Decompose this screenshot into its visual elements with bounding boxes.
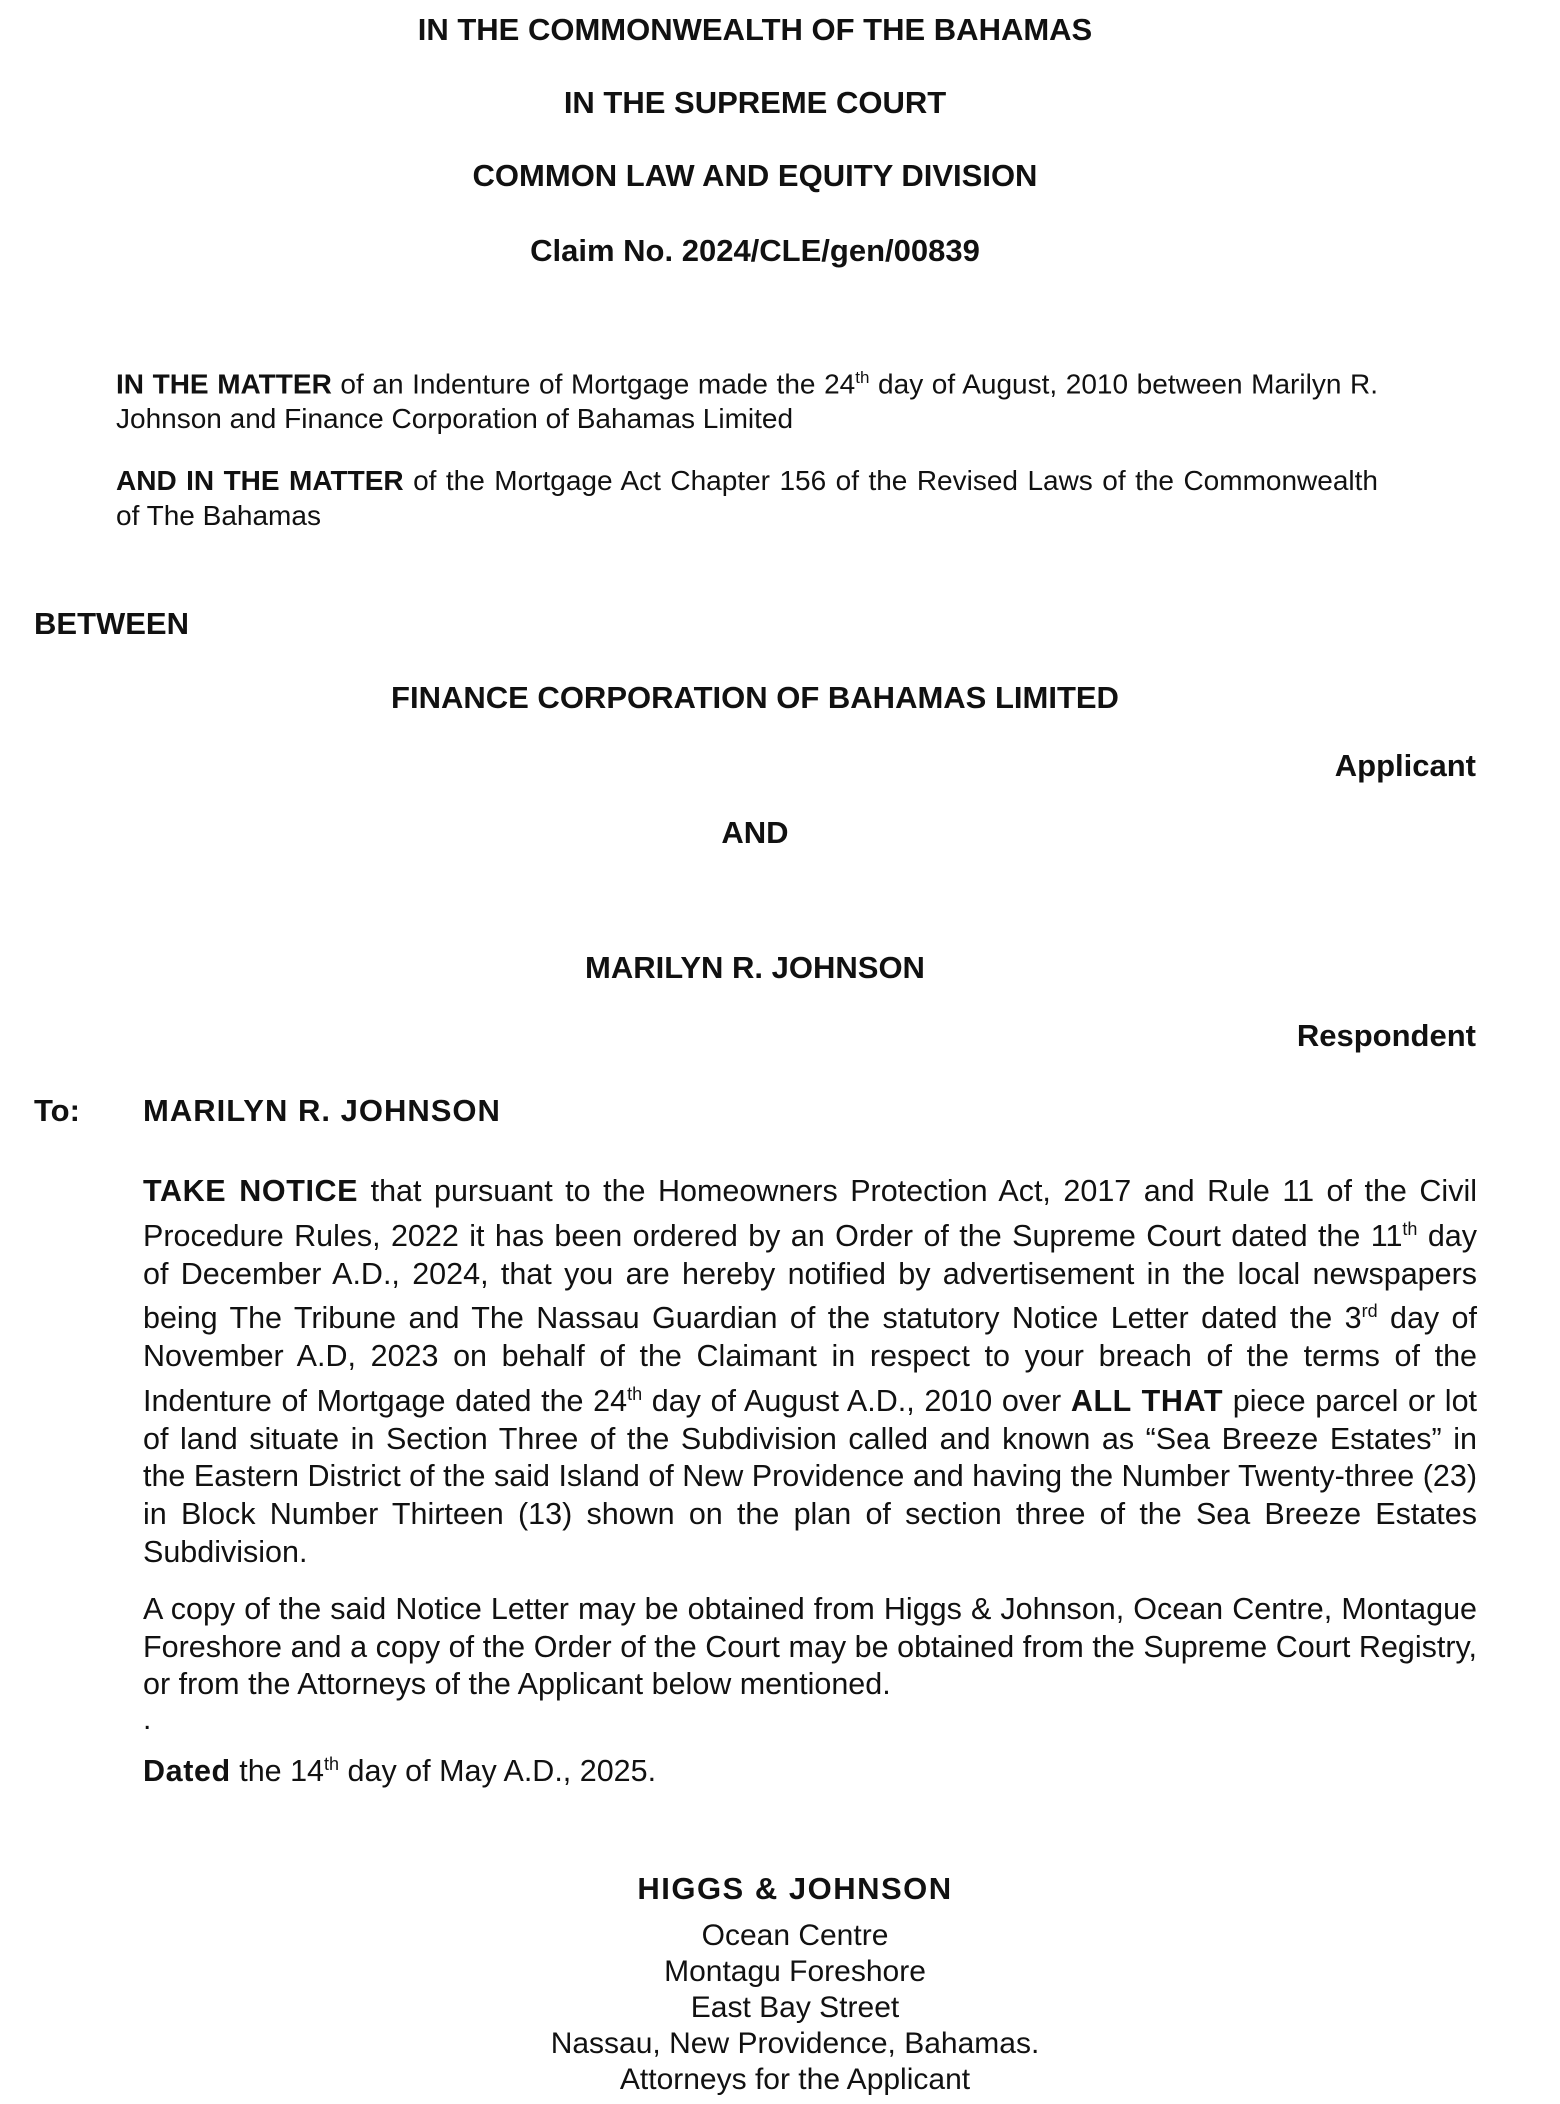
firm-name: HIGGS & JOHNSON — [637, 1871, 953, 1906]
address-line: Nassau, New Providence, Bahamas. — [550, 2027, 1040, 2060]
to-recipient-name: MARILYN R. JOHNSON — [143, 1093, 501, 1128]
notice-text: day of August A.D., 2010 over — [642, 1383, 1071, 1418]
address-line: Ocean Centre — [701, 1919, 889, 1952]
dated-text-b: day of May A.D., 2025. — [339, 1754, 657, 1789]
notice-bold-phrase: ALL THAT — [1070, 1383, 1224, 1418]
stray-dot: . — [143, 1703, 152, 1736]
notice-superscript: th — [1402, 1218, 1418, 1239]
matter-lead: AND IN THE MATTER — [116, 465, 404, 496]
dated-superscript: th — [324, 1754, 340, 1774]
respondent-role: Respondent — [1296, 1018, 1476, 1053]
notice-superscript: th — [627, 1383, 643, 1404]
matter-superscript: th — [855, 368, 870, 387]
court-jurisdiction: IN THE COMMONWEALTH OF THE BAHAMAS — [417, 12, 1093, 47]
matter-text-b: day of August, 2010 between Marilyn R. Johnson and Finance Corporation of Bahamas Limited — [116, 368, 1378, 435]
between-label: BETWEEN — [34, 606, 189, 641]
matter-mortgage-act — [116, 463, 1378, 533]
notice-text: that pursuant to the Homeowners Protection Act, 2017 and Rule 11 of the Civil Procedure Rules, 2022 it has been ordered by an Order of the Supreme Court dated the 11 — [143, 1174, 1477, 1253]
address-line: East Bay Street — [690, 1991, 900, 2024]
court-name: IN THE SUPREME COURT — [563, 85, 947, 120]
court-division: COMMON LAW AND EQUITY DIVISION — [472, 158, 1038, 193]
applicant-name: FINANCE CORPORATION OF BAHAMAS LIMITED — [391, 680, 1119, 715]
address-line: Attorneys for the Applicant — [619, 2063, 971, 2096]
take-notice-lead: TAKE NOTICE — [143, 1174, 359, 1208]
matter-mortgage-indenture — [116, 360, 1378, 436]
notice-text: day of December A.D., 2024, that you are hereby notified by advertisement in the local newspapers being The Tribune and The Nassau Guardian of the statutory Notice Letter dated the 3 — [143, 1218, 1477, 1336]
matter-text: of the Mortgage Act Chapter 156 of the Revised Laws of the Commonwealth of The Bahamas — [116, 465, 1378, 531]
dated-lead: Dated — [143, 1754, 231, 1789]
to-label: To: — [34, 1093, 80, 1128]
dated-line — [143, 1746, 1477, 1791]
matter-lead: IN THE MATTER — [116, 368, 332, 400]
notice-superscript: rd — [1361, 1301, 1378, 1322]
take-notice-paragraph — [143, 1173, 1477, 1572]
address-line: Montagu Foreshore — [664, 1955, 926, 1988]
applicant-role: Applicant — [1334, 748, 1476, 783]
matter-text-a: of an Indenture of Mortgage made the 24 — [331, 368, 856, 400]
and-label: AND — [721, 815, 789, 850]
notice-text: day of November A.D, 2023 on behalf of the Claimant in respect to your breach of the terms of the Indenture of Mortgage dated the 24 — [143, 1301, 1477, 1418]
claim-number: Claim No. 2024/CLE/gen/00839 — [530, 233, 980, 268]
respondent-name: MARILYN R. JOHNSON — [585, 950, 925, 985]
notice-text: piece parcel or lot of land situate in Section Three of the Subdivision called and known as “Sea Breeze Estates” in the Eastern District of the said Island of New Providence and having the Number Twenty-three (23) in Block Number Thirteen (13) shown on the plan of section three of the Sea Breeze Estates Subdivision. — [143, 1383, 1478, 1569]
dated-text-a: the 14 — [230, 1754, 325, 1789]
copy-paragraph: A copy of the said Notice Letter may be obtained from Higgs & Johnson, Ocean Centre, Montague Foreshore and a copy of the Order of the Court may be obtained from the Supreme Court Registry, or from the Attorneys of the Applicant below mentioned. — [143, 1592, 1477, 1702]
